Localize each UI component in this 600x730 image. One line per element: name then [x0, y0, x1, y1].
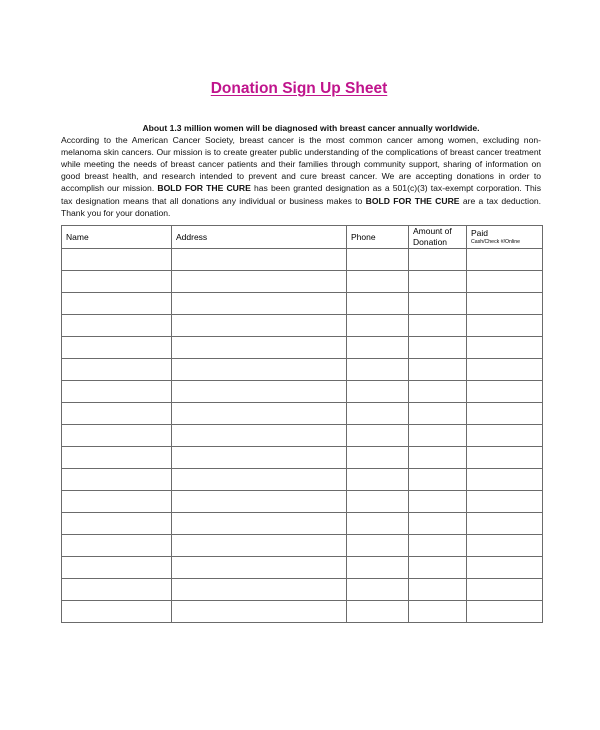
address-cell[interactable] [172, 447, 347, 469]
amount-cell[interactable] [409, 601, 467, 623]
phone-cell[interactable] [347, 469, 409, 491]
amount-cell[interactable] [409, 469, 467, 491]
intro-body-3: are a tax deduction. Thank you for your donation. [61, 195, 542, 218]
name-cell[interactable] [62, 447, 172, 469]
paid-cell[interactable] [467, 381, 543, 403]
paid-cell[interactable] [467, 271, 543, 293]
table-row [62, 601, 543, 623]
paid-cell[interactable] [467, 535, 543, 557]
address-cell[interactable] [172, 337, 347, 359]
amount-cell[interactable] [409, 491, 467, 513]
header-name: Name [62, 226, 172, 249]
header-amount [409, 226, 467, 249]
address-cell[interactable] [172, 491, 347, 513]
address-cell[interactable] [172, 557, 347, 579]
address-cell[interactable] [172, 601, 347, 623]
table-row [62, 535, 543, 557]
name-cell[interactable] [62, 535, 172, 557]
name-cell[interactable] [62, 403, 172, 425]
table-row [62, 381, 543, 403]
amount-cell[interactable] [409, 403, 467, 425]
paid-cell[interactable] [467, 601, 543, 623]
address-cell[interactable] [172, 249, 347, 271]
amount-cell[interactable] [409, 447, 467, 469]
name-cell[interactable] [62, 601, 172, 623]
name-cell[interactable] [62, 359, 172, 381]
address-cell[interactable] [172, 293, 347, 315]
phone-cell[interactable] [347, 337, 409, 359]
header-paid-sub: Cash/Check #/Online [471, 239, 521, 245]
paid-cell[interactable] [467, 557, 543, 579]
phone-cell[interactable] [347, 601, 409, 623]
header-amount-line2: Donation [413, 237, 448, 247]
table-row [62, 249, 543, 271]
phone-cell[interactable] [347, 535, 409, 557]
phone-cell[interactable] [347, 579, 409, 601]
table-row [62, 271, 543, 293]
paid-cell[interactable] [467, 469, 543, 491]
address-cell[interactable] [172, 579, 347, 601]
table-row [62, 557, 543, 579]
paid-cell[interactable] [467, 513, 543, 535]
header-address: Address [172, 226, 347, 249]
paid-cell[interactable] [467, 425, 543, 447]
table-row [62, 579, 543, 601]
phone-cell[interactable] [347, 403, 409, 425]
name-cell[interactable] [62, 557, 172, 579]
org-name-bold-1: BOLD FOR THE CURE [157, 183, 251, 194]
address-cell[interactable] [172, 315, 347, 337]
phone-cell[interactable] [347, 447, 409, 469]
table-row [62, 403, 543, 425]
address-cell[interactable] [172, 359, 347, 381]
table-header-row [62, 226, 543, 249]
phone-cell[interactable] [347, 513, 409, 535]
phone-cell[interactable] [347, 271, 409, 293]
table-row [62, 293, 543, 315]
intro-body-1: According to the American Cancer Society, breast cancer is the most common cancer among women, excluding non-melanoma skin cancers. Our mission is to create greater public understanding of the complications of breast cancer treatment while meeting the needs of breast cancer patients and their families through community support, sharing of information on good breast health, and research intended to prevent and cure breast cancer. We are accepting donations in order to accomplish our mission. [61, 135, 541, 194]
name-cell[interactable] [62, 271, 172, 293]
paid-cell[interactable] [467, 579, 543, 601]
table-row [62, 359, 543, 381]
page-title: Donation Sign Up Sheet [210, 80, 388, 97]
name-cell[interactable] [62, 513, 172, 535]
table-row [62, 513, 543, 535]
name-cell[interactable] [62, 293, 172, 315]
paid-cell[interactable] [467, 403, 543, 425]
amount-cell[interactable] [409, 381, 467, 403]
table-row [62, 491, 543, 513]
name-cell[interactable] [62, 425, 172, 447]
amount-cell[interactable] [409, 359, 467, 381]
amount-cell[interactable] [409, 425, 467, 447]
paid-cell[interactable] [467, 249, 543, 271]
name-cell[interactable] [62, 579, 172, 601]
phone-cell[interactable] [347, 557, 409, 579]
address-cell[interactable] [172, 271, 347, 293]
amount-cell[interactable] [409, 249, 467, 271]
phone-cell[interactable] [347, 425, 409, 447]
address-cell[interactable] [172, 403, 347, 425]
phone-cell[interactable] [347, 293, 409, 315]
donation-table [61, 225, 543, 623]
name-cell[interactable] [62, 491, 172, 513]
address-cell[interactable] [172, 513, 347, 535]
header-paid [467, 226, 543, 249]
table-row [62, 425, 543, 447]
header-paid-label: Paid [471, 228, 489, 238]
table-row [62, 315, 543, 337]
name-cell[interactable] [62, 381, 172, 403]
paid-cell[interactable] [467, 491, 543, 513]
amount-cell[interactable] [409, 513, 467, 535]
name-cell[interactable] [62, 337, 172, 359]
phone-cell[interactable] [347, 381, 409, 403]
name-cell[interactable] [62, 315, 172, 337]
amount-cell[interactable] [409, 271, 467, 293]
phone-cell[interactable] [347, 249, 409, 271]
address-cell[interactable] [172, 535, 347, 557]
address-cell[interactable] [172, 425, 347, 447]
amount-cell[interactable] [409, 293, 467, 315]
name-cell[interactable] [62, 469, 172, 491]
table-row [62, 469, 543, 491]
header-amount-line1: Amount of [413, 226, 452, 236]
intro-paragraph [61, 122, 541, 219]
phone-cell[interactable] [347, 491, 409, 513]
amount-cell[interactable] [409, 315, 467, 337]
paid-cell[interactable] [467, 359, 543, 381]
address-cell[interactable] [172, 381, 347, 403]
paid-cell[interactable] [467, 447, 543, 469]
phone-cell[interactable] [347, 359, 409, 381]
intro-body-2: has been granted designation as a 501(c)(3) tax-exempt corporation. This tax designation means that all donations any individual or business makes to [61, 183, 541, 206]
address-cell[interactable] [172, 469, 347, 491]
paid-cell[interactable] [467, 315, 543, 337]
amount-cell[interactable] [409, 535, 467, 557]
name-cell[interactable] [62, 249, 172, 271]
table-row [62, 447, 543, 469]
amount-cell[interactable] [409, 337, 467, 359]
amount-cell[interactable] [409, 557, 467, 579]
paid-cell[interactable] [467, 337, 543, 359]
amount-cell[interactable] [409, 579, 467, 601]
phone-cell[interactable] [347, 315, 409, 337]
intro-lead: About 1.3 million women will be diagnosed with breast cancer annually worldwide. [142, 123, 480, 133]
org-name-bold-2: BOLD FOR THE CURE [365, 195, 460, 206]
table-row [62, 337, 543, 359]
paid-cell[interactable] [467, 293, 543, 315]
header-phone: Phone [347, 226, 409, 249]
